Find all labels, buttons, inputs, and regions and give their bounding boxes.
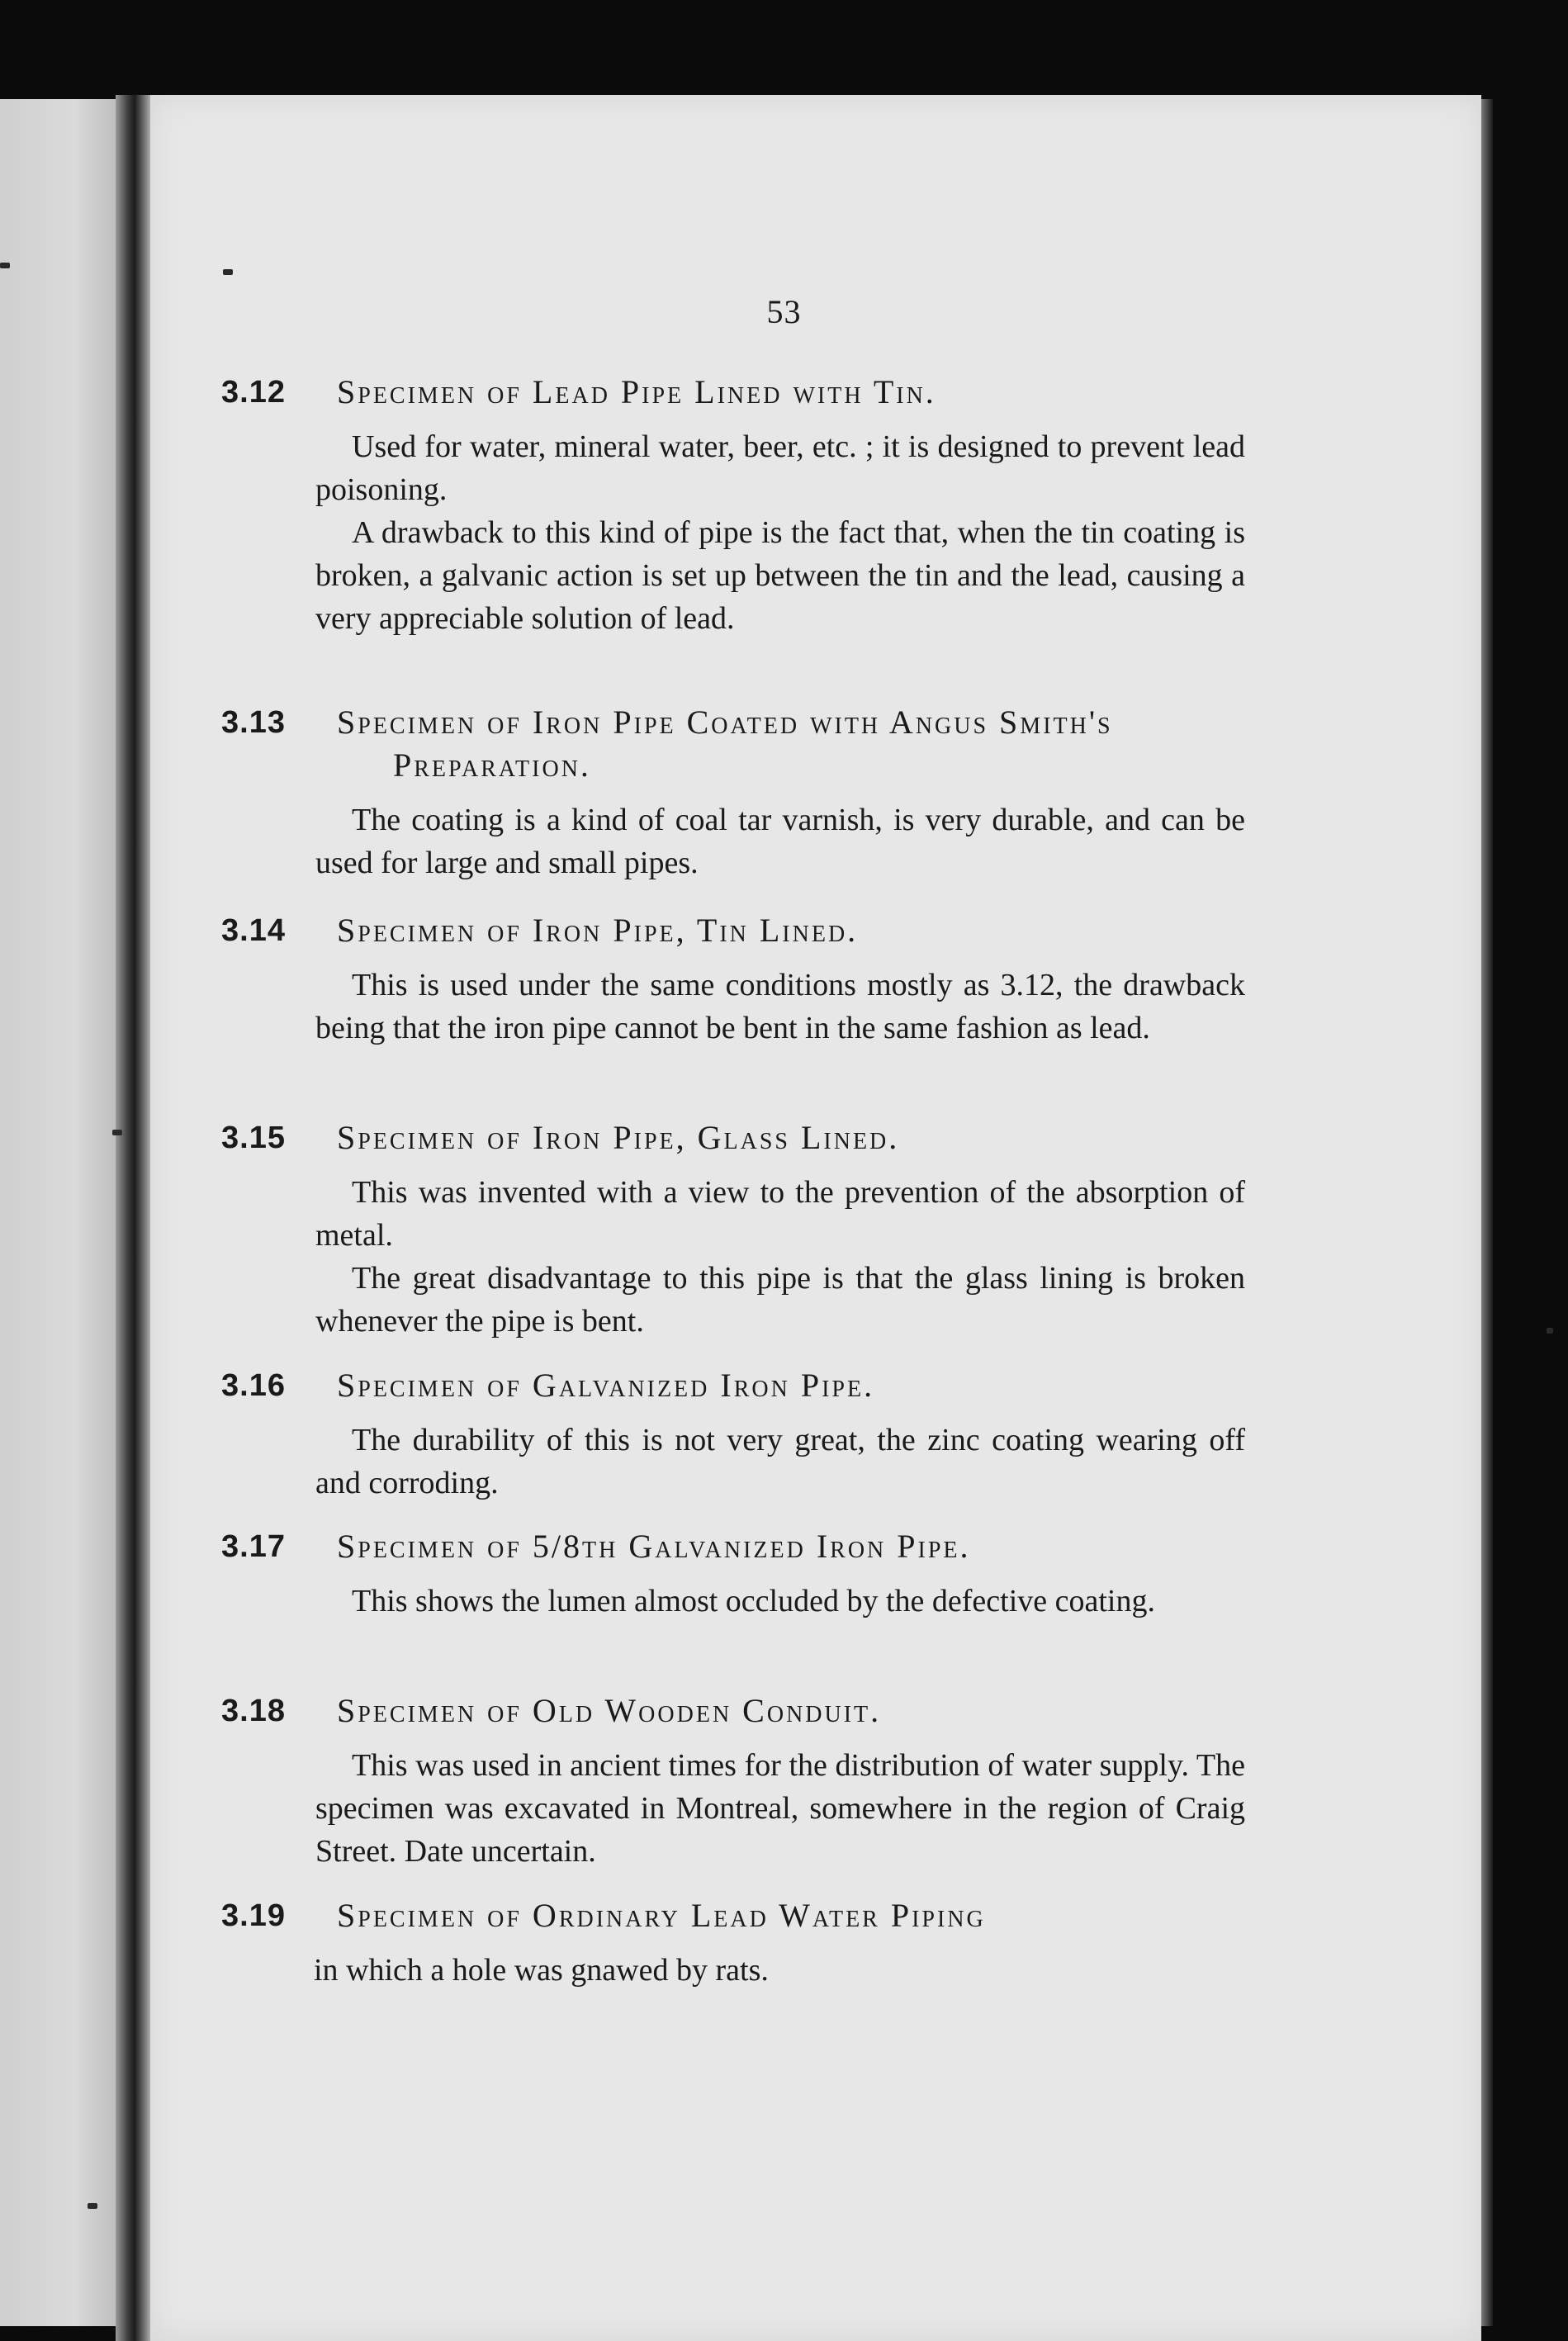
paragraph: The great disadvantage to this pipe is that the glass lining is broken whenever the pipe is bent. bbox=[315, 1261, 1245, 1339]
entry-title: Specimen of 5/8th Galvanized Iron Pipe. bbox=[337, 1528, 971, 1565]
entry-3-13 bbox=[221, 701, 1245, 884]
entry-title bbox=[337, 701, 1245, 787]
paragraph: The coating is a kind of coal tar varnish, is very durable, and can be used for large and small pipes. bbox=[315, 803, 1245, 880]
entry-number: 3.12 bbox=[221, 375, 286, 410]
paragraph: in which a hole was gnawed by rats. bbox=[314, 1953, 769, 1988]
entry-title-line: Preparation. bbox=[393, 746, 591, 784]
paragraph: This is used under the same conditions mostly as 3.12, the drawback being that the iron pipe cannot be bent in the same fashion as lead. bbox=[315, 968, 1245, 1045]
entry-body bbox=[315, 1580, 1245, 1623]
entry-number: 3.16 bbox=[221, 1368, 286, 1403]
entry-body bbox=[315, 1419, 1245, 1505]
entry-3-19 bbox=[221, 1894, 1245, 1992]
entry-title: Specimen of Galvanized Iron Pipe. bbox=[337, 1367, 875, 1404]
entry-title: Specimen of Old Wooden Conduit. bbox=[337, 1692, 882, 1729]
entry-body bbox=[315, 964, 1245, 1050]
entry-3-12 bbox=[221, 371, 1245, 640]
entry-title: Specimen of Lead Pipe Lined with Tin. bbox=[337, 373, 936, 410]
entry-number: 3.19 bbox=[221, 1898, 286, 1933]
entry-title: Specimen of Iron Pipe, Glass Lined. bbox=[337, 1119, 900, 1156]
entry-title: Specimen of Ordinary Lead Water Piping bbox=[337, 1897, 986, 1934]
entry-3-16 bbox=[221, 1364, 1245, 1505]
entry-number: 3.13 bbox=[221, 705, 286, 740]
entry-3-17 bbox=[221, 1525, 1245, 1623]
entry-title-line: Specimen of Iron Pipe Coated with Angus Smith's bbox=[337, 704, 1113, 741]
entry-body bbox=[315, 798, 1245, 884]
entry-3-18 bbox=[221, 1689, 1245, 1873]
entry-3-14 bbox=[221, 909, 1245, 1050]
paragraph: The durability of this is not very great, the zinc coating wearing off and corroding. bbox=[315, 1423, 1245, 1500]
paragraph: A drawback to this kind of pipe is the fact that, when the tin coating is broken, a galvanic action is set up between the tin and the lead, causing a very appreciable solution of lead. bbox=[315, 515, 1245, 636]
entry-body bbox=[314, 1949, 1244, 1992]
entry-number: 3.14 bbox=[221, 913, 286, 948]
paragraph: This shows the lumen almost occluded by the defective coating. bbox=[352, 1584, 1155, 1618]
entry-3-15 bbox=[221, 1116, 1245, 1343]
paragraph: Used for water, mineral water, beer, etc. ; it is designed to prevent lead poisoning. bbox=[315, 429, 1245, 507]
paragraph: This was used in ancient times for the distribution of water supply. The specimen was excavated in Montreal, somewhere in the region of Craig Street. Date uncertain. bbox=[315, 1748, 1245, 1869]
entry-title: Specimen of Iron Pipe, Tin Lined. bbox=[337, 912, 859, 949]
entry-body bbox=[315, 425, 1245, 640]
entry-body bbox=[315, 1171, 1245, 1343]
entry-number: 3.15 bbox=[221, 1121, 286, 1155]
entry-number: 3.18 bbox=[221, 1694, 286, 1728]
paragraph: This was invented with a view to the prevention of the absorption of metal. bbox=[315, 1175, 1245, 1253]
entry-body bbox=[315, 1744, 1245, 1873]
page-number: 53 bbox=[766, 293, 802, 330]
entry-number: 3.17 bbox=[221, 1529, 286, 1564]
